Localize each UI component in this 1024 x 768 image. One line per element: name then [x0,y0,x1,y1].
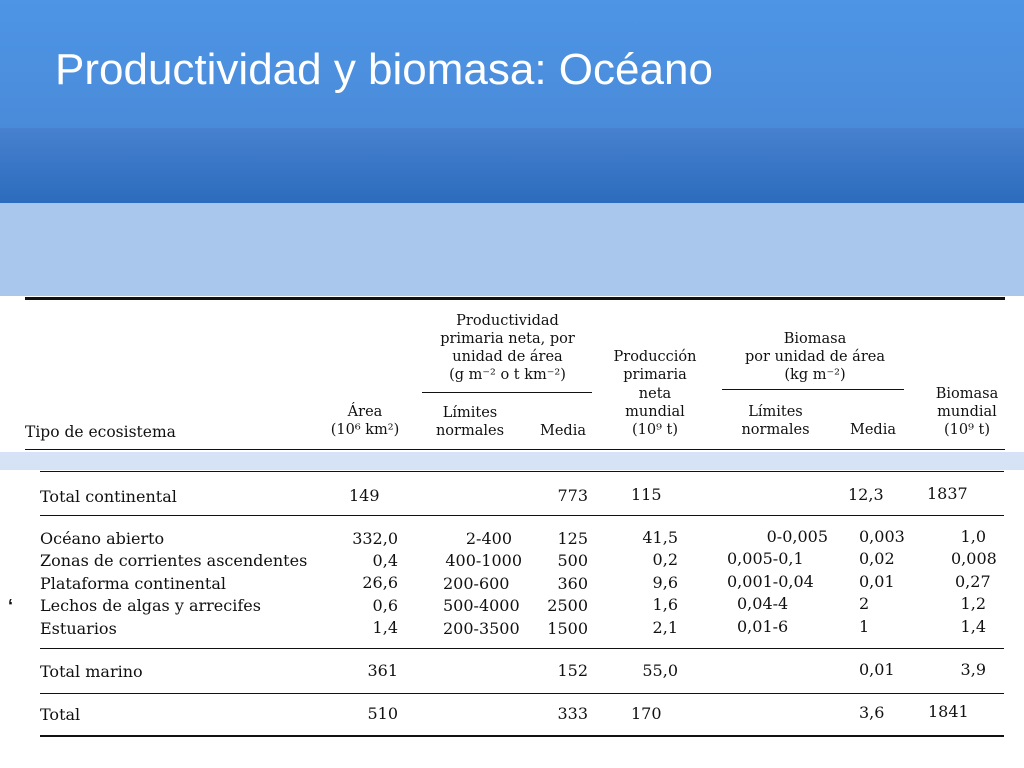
header-productividad-1: Productividad [456,313,559,329]
header-tipo: Tipo de ecosistema [25,423,176,441]
row-algas-media-prod: 2500 [547,596,588,615]
row-corrientes-lim-prod: 400-1000 [445,551,522,570]
header-limites-prod-1: Límites [442,405,498,421]
row-plataforma-lim-prod: 200-600 [443,574,510,593]
row-corrientes-area: 0,4 [372,551,398,570]
row-corrientes-media-bio: 0,02 [859,549,895,568]
row-corrientes-produccion: 0,2 [652,550,678,569]
row-plataforma-area: 26,6 [362,573,398,592]
biomasa-group-rule [722,389,904,390]
row-estuarios-lim-prod: 200-3500 [443,619,520,638]
header-biomasa-mundial-2: mundial [937,404,997,420]
section-rule-3 [40,648,1004,649]
row-estuarios-biomasa: 1,4 [960,617,986,636]
row-total-continental-media-bio: 12,3 [848,485,884,504]
header-produccion-2: primaria [623,367,687,383]
row-estuarios-tipo: Estuarios [40,619,117,638]
row-oceano-abierto-media-prod: 125 [557,529,588,548]
row-total-media-prod: 333 [557,704,588,723]
row-estuarios-lim-bio: 0,01-6 [737,617,789,636]
row-corrientes-tipo: Zonas de corrientes ascendentes [40,551,308,570]
header-biomasa-area-3: (kg m⁻²) [784,367,846,383]
row-oceano-abierto-biomasa: 1,0 [960,527,986,546]
header-bottom-rule [25,449,1005,450]
row-total-continental-tipo: Total continental [40,487,177,506]
row-total-marino-tipo: Total marino [40,662,143,681]
row-total-biomasa: 1841 [928,702,969,721]
row-plataforma-media-bio: 0,01 [859,572,895,591]
row-plataforma-biomasa: 0,27 [955,572,991,591]
row-oceano-abierto-produccion: 41,5 [642,528,678,547]
slide-title: Productividad y biomasa: Océano [55,45,713,94]
row-total-continental-media-prod: 773 [557,486,588,505]
row-plataforma-tipo: Plataforma continental [40,574,226,593]
header-area-2: (10⁶ km²) [330,422,400,438]
row-estuarios-area: 1,4 [372,618,398,637]
row-corrientes-lim-bio: 0,005-0,1 [727,549,804,568]
header-produccion-3: neta [638,386,672,402]
row-algas-lim-bio: 0,04-4 [737,594,789,613]
row-oceano-abierto-media-bio: 0,003 [859,527,905,546]
row-algas-media-bio: 2 [859,594,870,613]
row-total-marino-biomasa: 3,9 [960,660,986,679]
scan-mark: ‘ [8,596,14,616]
header-produccion-5: (10⁹ t) [631,422,678,438]
header-produccion-4: mundial [625,404,685,420]
row-total-marino-media-prod: 152 [557,661,588,680]
row-total-marino-produccion: 55,0 [642,661,678,680]
row-total-marino-area: 361 [367,661,398,680]
row-algas-lim-prod: 500-4000 [443,596,520,615]
row-total-continental-biomasa: 1837 [927,484,968,503]
row-corrientes-media-prod: 500 [557,551,588,570]
row-algas-produccion: 1,6 [652,595,678,614]
header-biomasa-area-2: por unidad de área [745,349,885,365]
row-total-area: 510 [367,704,398,723]
row-plataforma-lim-bio: 0,001-0,04 [727,572,814,591]
header-productividad-4: (g m⁻² o t km⁻²) [449,367,566,383]
header-area-1: Área [347,404,383,420]
header-biomasa-mundial-1: Biomasa [935,386,999,402]
header-limites-prod-2: normales [435,423,505,439]
section-rule-2 [40,515,1004,516]
row-algas-tipo: Lechos de algas y arrecifes [40,596,261,615]
row-total-continental-area: 149 [349,486,380,505]
header-productividad-3: unidad de área [452,349,563,365]
header-produccion-1: Producción [613,349,697,365]
row-oceano-abierto-area: 332,0 [352,529,398,548]
header-media-bio: Media [850,422,896,438]
header-biomasa-mundial-3: (10⁹ t) [943,422,990,438]
row-algas-area: 0,6 [372,596,398,615]
row-plataforma-media-prod: 360 [557,574,588,593]
row-corrientes-biomasa: 0,008 [951,549,997,568]
row-total-media-bio: 3,6 [859,703,885,722]
row-estuarios-produccion: 2,1 [652,618,678,637]
section-rule-4 [40,693,1004,694]
productividad-group-rule [422,392,592,393]
header-limites-bio-2: normales [741,422,810,438]
row-oceano-abierto-lim-bio: 0-0,005 [766,527,828,546]
row-algas-biomasa: 1,2 [960,594,986,613]
header-biomasa-area-1: Biomasa [783,331,847,347]
header-media-prod: Media [540,423,586,439]
row-oceano-abierto-tipo: Océano abierto [40,529,165,548]
row-total-produccion: 170 [631,704,662,723]
section-rule-1 [40,471,1004,472]
row-oceano-abierto-lim-prod: 2-400 [465,529,512,548]
row-total-tipo: Total [40,705,81,724]
table-bottom-rule [40,735,1004,737]
row-estuarios-media-bio: 1 [859,617,870,636]
header-limites-bio-1: Límites [748,404,803,420]
header-productividad-2: primaria neta, por [440,331,575,347]
row-total-continental-produccion: 115 [631,485,662,504]
row-plataforma-produccion: 9,6 [652,573,678,592]
row-estuarios-media-prod: 1500 [547,619,588,638]
table-top-rule [25,297,1005,300]
row-total-marino-media-bio: 0,01 [859,660,895,679]
